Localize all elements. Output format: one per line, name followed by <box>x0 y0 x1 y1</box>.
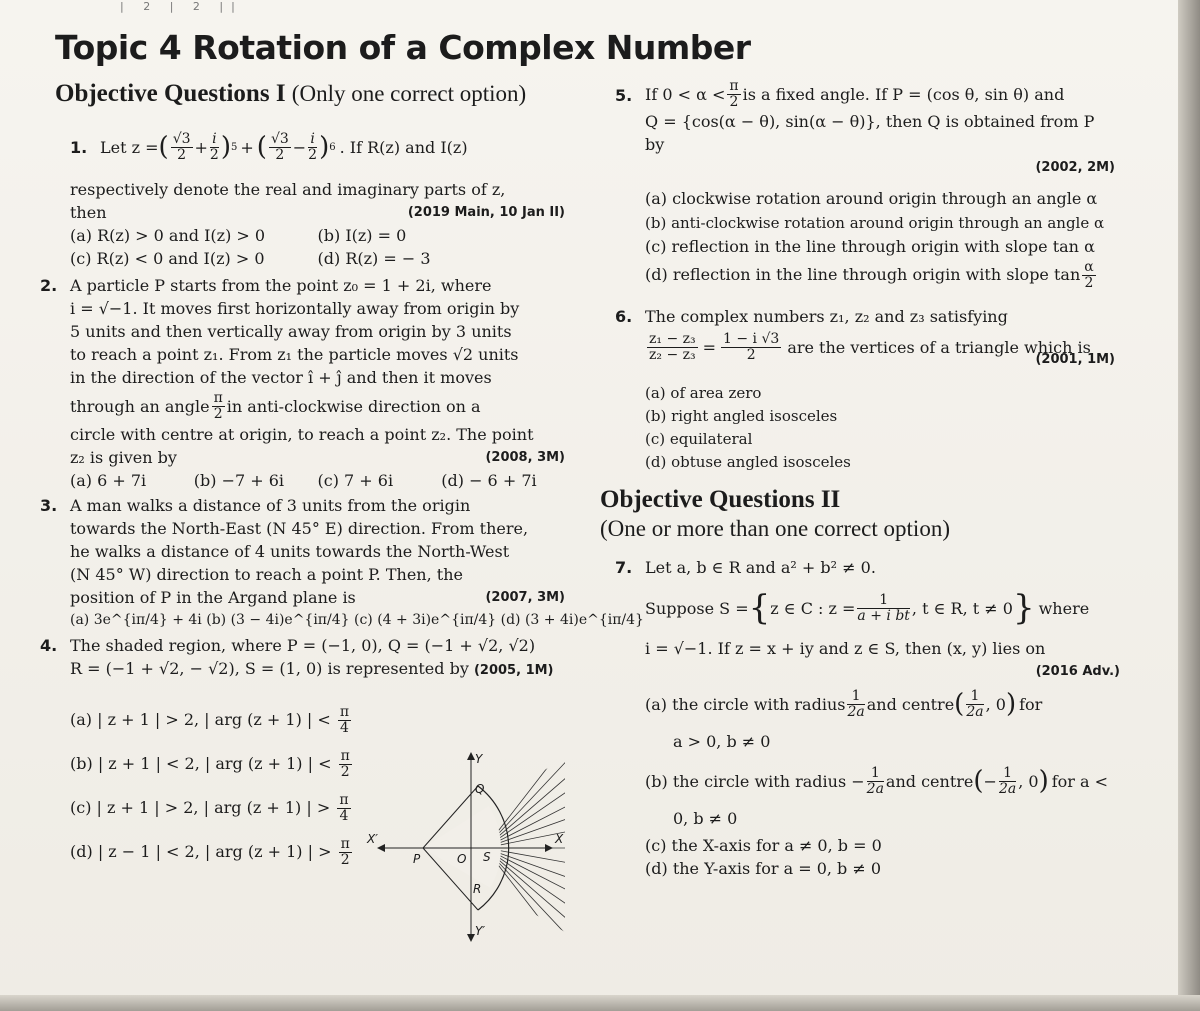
section2-subtitle: (One or more than one correct option) <box>600 516 950 541</box>
question-number: 4. <box>40 636 58 655</box>
q3-line: towards the North-East (N 45° E) direction. From there, <box>70 519 529 538</box>
question-2 <box>40 274 565 492</box>
fraction: $\frac{1}{\text{a + i bt}}$ <box>857 591 910 624</box>
label-y: Y <box>475 752 483 766</box>
option-a: (a) clockwise rotation around origin through an angle α <box>645 189 1098 208</box>
paren-open: ( <box>256 131 267 162</box>
fraction-pi-over-4: $\frac{\pi}{4}$ <box>339 792 349 824</box>
fraction: $\frac{√3}{2}$ <box>270 130 289 163</box>
question-5 <box>615 78 1115 291</box>
q3-line: he walks a distance of 4 units towards the North-West <box>70 542 510 561</box>
q6-line1: The complex numbers z₁, z₂ and z₃ satisfying <box>645 307 1008 326</box>
option-a: (a) of area zero <box>645 384 762 402</box>
question-3 <box>40 494 644 632</box>
option-b: (b) −7 + 6i <box>193 471 285 490</box>
option-b: (b) right angled isosceles <box>645 407 838 425</box>
option-c-row <box>70 786 370 830</box>
question-number: 1. <box>70 138 88 157</box>
shaded-region <box>365 752 575 942</box>
option-c: (c) 7 + 6i <box>317 471 394 490</box>
brace-close: } <box>1012 587 1035 628</box>
option-d-row <box>70 830 370 874</box>
q2-options <box>70 469 565 492</box>
book-binding-shadow <box>1178 0 1200 1011</box>
q5-line2: Q = {cos(α − θ), sin(α − θ)}, then Q is obtained from P by <box>645 112 1095 154</box>
label-s: S <box>483 850 491 864</box>
question-number: 7. <box>615 558 633 577</box>
q7-line2: Suppose S = { z ∈ C : z = $\frac{1}{\text{a + i bt}}$ , t ∈ R, t ≠ 0 } where <box>645 587 1090 628</box>
section2-title: Objective Questions II <box>600 486 841 513</box>
option-b: (b) | z + 1 | < 2, | arg (z + 1) | < <box>70 754 332 773</box>
option-b: (b) I(z) = 0 <box>317 226 407 245</box>
fraction-alpha-over-2: $\frac{\alpha}{2}$ <box>1084 258 1094 291</box>
label-x: X <box>555 832 564 846</box>
fraction: $\frac{1}{2a}$ <box>866 764 884 797</box>
question-number: 5. <box>615 86 633 105</box>
q7-line3: i = √−1. If z = x + iy and z ∈ S, then (x, y) lies on <box>645 639 1046 658</box>
q2-line: A particle P starts from the point z₀ = 1 + 2i, where <box>70 276 492 295</box>
option-c: (c) R(z) < 0 and I(z) > 0 <box>70 249 265 268</box>
q6-options <box>645 382 1115 474</box>
question-7 <box>615 556 1120 882</box>
paren-open: ( <box>158 131 169 162</box>
option-b: (b) anti-clockwise rotation around origin through an angle α <box>645 214 1105 232</box>
option-c: (c) | z + 1 | > 2, | arg (z + 1) | > <box>70 798 331 817</box>
q1-tail: . If R(z) and I(z) <box>339 137 468 157</box>
source-tag: (2007, 3M) <box>485 590 565 605</box>
option-d: (d) − 6 + 7i <box>441 471 537 490</box>
fraction: $\frac{1}{2a}$ <box>998 764 1017 797</box>
q6-source-row <box>645 352 1115 376</box>
source-tag: (2002, 2M) <box>1035 160 1115 175</box>
q4-argand-diagram <box>365 752 575 942</box>
paren-close: ) <box>319 131 330 162</box>
label-x-prime: X′ <box>367 832 378 846</box>
paren-close: ) <box>220 131 231 162</box>
q3-line: A man walks a distance of 3 units from the origin <box>70 496 471 515</box>
option-a: (a) R(z) > 0 and I(z) > 0 <box>70 226 266 245</box>
source-tag: (2008, 3M) <box>485 450 565 465</box>
q6-line2: $\frac{\text{z₁ − z₃}}{\text{z₂ − z₃}}$ = $\frac{1 - i √3}{2}$ are the vertices of a triangle which is <box>649 330 1091 363</box>
fraction-pi-over-2: $\frac{\pi}{2}$ <box>340 748 350 780</box>
q2-line: i = √−1. It moves first horizontally away from origin by <box>70 299 520 318</box>
option-a-cont: a > 0, b ≠ 0 <box>673 732 771 751</box>
option-d-row <box>645 259 1115 291</box>
section1-title: Objective Questions I <box>55 80 286 107</box>
exponent: 6 <box>329 141 336 153</box>
option-d: (d) the Y-axis for a = 0, b ≠ 0 <box>645 859 882 878</box>
q3-line: (N 45° W) direction to reach a point P. Then, the <box>70 565 463 584</box>
option-d: (d) obtuse angled isosceles <box>645 453 851 471</box>
q2-line: in the direction of the vector î + ĵ and then it moves <box>70 368 492 387</box>
q7-body <box>615 556 1120 880</box>
label-q: Q <box>475 782 485 796</box>
label-r: R <box>473 882 482 896</box>
option-b-row <box>70 742 370 786</box>
paren-close: ) <box>1005 688 1017 719</box>
plus-sign: + <box>240 137 254 157</box>
option-c: (c) the X-axis for a ≠ 0, b = 0 <box>645 836 882 855</box>
option-c: (c) reflection in the line through origin with slope tan α <box>645 237 1095 256</box>
paren-close: ) <box>1038 765 1049 796</box>
right-column <box>615 78 1115 476</box>
q2-line: circle with centre at origin, to reach a point z₂. The point <box>70 425 534 444</box>
topic-title: Topic 4 Rotation of a Complex Number <box>55 28 751 67</box>
q1-options-row1 <box>70 224 565 247</box>
fraction-pi-over-4: $\frac{\pi}{4}$ <box>339 704 350 736</box>
fraction: $\frac{1 - i √3}{2}$ <box>723 330 780 363</box>
fraction-pi-over-2: $\frac{\pi}{2}$ <box>213 389 223 422</box>
option-a: (a) | z + 1 | > 2, | arg (z + 1) | < <box>70 710 331 729</box>
question-6 <box>615 305 1115 474</box>
option-a: (a) 6 + 7i <box>70 471 147 490</box>
question-number: 3. <box>40 496 58 515</box>
q5-line1: If 0 < α < $\frac{\pi}{2}$ is a fixed angle. If P = (cos θ, sin θ) and <box>645 77 1065 110</box>
fraction: $\frac{i}{2}$ <box>308 130 318 163</box>
source-tag: (2005, 1M) <box>473 663 554 678</box>
q1-body <box>40 178 565 270</box>
option-b-row: (b) the circle with radius − $\frac{1}{2a}$ and centre ( − $\frac{1}{2a}$ , 0 ) for a < <box>645 764 1109 797</box>
option-d: (d) R(z) = − 3 <box>317 249 431 268</box>
fraction: $\frac{√3}{2}$ <box>172 130 191 163</box>
q1-expression <box>100 118 565 176</box>
q1-line3-row: then (2019 Main, 10 Jan II) <box>70 203 565 222</box>
equals-sign: = <box>702 337 717 357</box>
paren-open: ( <box>954 688 965 719</box>
fraction-pi-over-2: $\frac{\pi}{2}$ <box>340 836 350 868</box>
q5-source-row <box>645 156 1115 179</box>
brace-open: { <box>748 587 771 628</box>
option-a-row: (a) the circle with radius $\frac{1}{2a}$ and centre ( $\frac{1}{2a}$ , 0 ) for <box>645 687 1043 720</box>
question-1 <box>70 118 565 176</box>
q1-lead: Let z = <box>100 137 159 157</box>
option-c: (c) equilateral <box>645 430 753 448</box>
paren-open: ( <box>973 765 984 796</box>
diagram-svg <box>365 752 575 942</box>
fraction: $\frac{1}{2a}$ <box>966 687 984 720</box>
q1-options-row2 <box>70 247 565 270</box>
label-p: P <box>413 852 421 866</box>
q4-options <box>70 698 370 874</box>
question-number: 6. <box>615 307 633 326</box>
fraction: $\frac{\text{z₁ − z₃}}{\text{z₂ − z₃}}$ <box>649 330 696 363</box>
q3-options: (a) 3e^{iπ/4} + 4i (b) (3 − 4i)e^{iπ/4} (c) (4 + 3i)e^{iπ/4} (d) (3 + 4i)e^{iπ/4} <box>70 612 644 628</box>
plus-sign: + <box>194 137 208 157</box>
q3-line-source: position of P in the Argand plane is (2007, 3M) <box>70 588 565 607</box>
fraction-pi-over-2: $\frac{\pi}{2}$ <box>729 77 739 110</box>
q2-line-angle: through an angle $\frac{\pi}{2}$ in anti-clockwise direction on a <box>70 389 481 422</box>
section1-subtitle: (Only one correct option) <box>291 81 527 106</box>
fraction: $\frac{1}{2a}$ <box>847 687 865 720</box>
q5-options <box>645 187 1115 291</box>
source-tag: (2019 Main, 10 Jan II) <box>407 205 565 220</box>
q1-line2: respectively denote the real and imaginary parts of z, <box>70 180 506 199</box>
option-d: (d) reflection in the line through origin with slope tan <box>645 265 1081 284</box>
option-b-cont: 0, b ≠ 0 <box>673 809 738 828</box>
q4-line-source: R = (−1 + √2, − √2), S = (1, 0) is represented by (2005, 1M) <box>70 659 554 678</box>
option-d: (d) | z − 1 | < 2, | arg (z + 1) | > <box>70 842 332 861</box>
minus-sign: − <box>292 137 307 157</box>
label-y-prime: Y′ <box>475 924 486 938</box>
source-tag: (2001, 1M) <box>1035 352 1115 367</box>
q7-line1: Let a, b ∈ R and a² + b² ≠ 0. <box>645 558 876 577</box>
exponent: 5 <box>231 141 238 153</box>
q2-line: to reach a point z₁. From z₁ the particle moves √2 units <box>70 345 519 364</box>
q4-line: The shaded region, where P = (−1, 0), Q = (−1 + √2, √2) <box>70 636 536 655</box>
question-number: 2. <box>40 276 58 295</box>
q2-line: 5 units and then vertically away from origin by 3 units <box>70 322 512 341</box>
q2-line-source: z₂ is given by (2008, 3M) <box>70 448 565 467</box>
label-o: O <box>457 852 467 866</box>
fraction: $\frac{i}{2}$ <box>209 130 219 163</box>
page-bottom-edge <box>0 995 1200 1011</box>
q7-source-row <box>645 660 1120 682</box>
top-ticks: | 2 | 2 || <box>120 0 243 13</box>
option-a-row <box>70 698 370 742</box>
section1-heading <box>55 80 526 108</box>
source-tag: (2016 Adv.) <box>1035 664 1120 679</box>
